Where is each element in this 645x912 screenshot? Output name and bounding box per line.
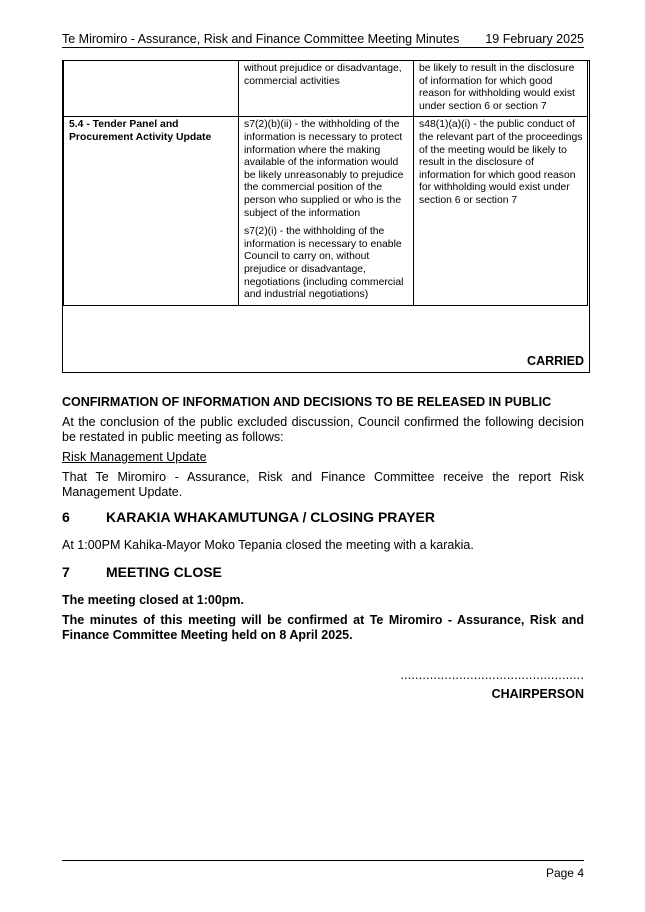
section-6-heading [62,510,584,528]
section-7-heading [62,565,584,583]
ground-cell: s48(1)(a)(i) - the public conduct of the relevant part of the proceedings of the meeting would be likely to result in the disclosure of information for which good reason for withholding would exist under section 6 or section 7 [414,117,588,305]
reason-text-2: s7(2)(i) - the withholding of the information is necessary to enable Council to carry on, without prejudice or disadvantage, negotiations (including commercial and industrial negotiations) [244,226,404,301]
section-title: MEETING CLOSE [106,564,222,580]
subject-cell: 5.4 - Tender Panel and Procurement Activity Update [64,117,239,305]
section-7-body [62,593,584,643]
confirmation-section [62,395,584,500]
carried-label: CARRIED [527,354,584,368]
section-number: 6 [62,509,70,525]
confirmed-item-title: Risk Management Update [62,450,207,464]
minutes-confirmation-note: The minutes of this meeting will be confirmed at Te Miromiro - Assurance, Risk and Finance Committee Meeting held on 8 April 2025. [62,613,584,642]
page-number: Page 4 [545,866,584,880]
section-number: 7 [62,564,70,580]
reason-cell [239,117,414,305]
closing-prayer-text: At 1:00PM Kahika-Mayor Moko Tepania closed the meeting with a karakia. [62,538,474,552]
section-title: KARAKIA WHAKAMUTUNGA / CLOSING PRAYER [106,509,435,525]
table-row [64,61,588,117]
subject-cell [64,61,239,117]
confirmation-heading: CONFIRMATION OF INFORMATION AND DECISIONS TO BE RELEASED IN PUBLIC [62,395,552,409]
signature-line: .................................................. [400,668,584,682]
meeting-closed-text: The meeting closed at 1:00pm. [62,593,244,607]
confirmed-item-text: That Te Miromiro - Assurance, Risk and Finance Committee receive the report Risk Management Update. [62,470,584,499]
resolution-box [62,60,590,373]
reason-text: without prejudice or disadvantage, commercial activities [244,63,402,87]
header-divider [62,47,584,48]
footer-divider [62,860,584,861]
grounds-table [63,60,588,306]
reason-text: s7(2)(b)(ii) - the withholding of the information is necessary to protect information where the making available of the information would be likely unreasonably to prejudice the commercial position of the person who supplied or who is the subject of the information [244,119,404,219]
section-6-body [62,538,584,553]
reason-cell [239,61,414,117]
ground-cell: be likely to result in the disclosure of information for which good reason for withholding would exist under section 6 or section 7 [414,61,588,117]
meeting-date: 19 February 2025 [485,32,584,46]
chairperson-label: CHAIRPERSON [491,687,584,701]
confirmation-intro: At the conclusion of the public excluded discussion, Council confirmed the following decision be restated in public meeting as follows: [62,415,584,444]
document-title: Te Miromiro - Assurance, Risk and Finance Committee Meeting Minutes [62,32,460,46]
table-row [64,117,588,305]
